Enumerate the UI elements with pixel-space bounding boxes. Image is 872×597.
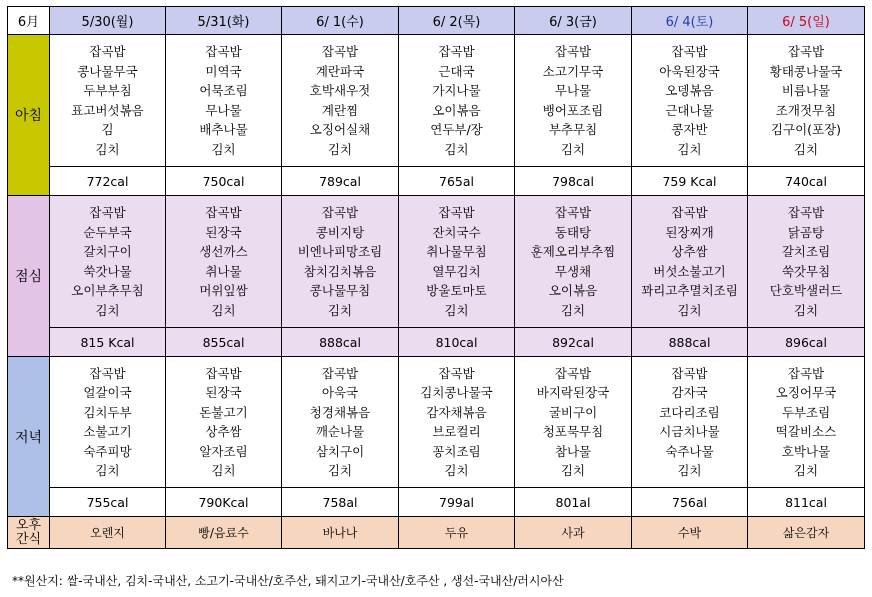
menu-item: 근대나물 [665,102,714,118]
menu-item: 참나물 [554,443,592,459]
menu-item: 조개젓무침 [775,102,837,118]
menu-item: 꽈리고추멸치조림 [641,283,738,298]
menu-item: 아욱국 [321,385,359,400]
lunch-calorie-cell: 810cal [399,328,515,357]
snack-label-line1: 오후 [15,517,42,533]
menu-item: 무나물 [554,83,592,98]
menu-item: 어묵조림 [199,83,248,98]
snack-label-line2: 간식 [15,531,42,547]
lunch-calorie-row [8,328,865,357]
lunch-menu-cell [399,196,515,328]
menu-item: 오징어실채 [309,122,371,137]
breakfast-calorie-cell: 750cal [166,167,282,196]
menu-item: 잡곡밥 [438,365,475,381]
dinner-label: 저녁 [8,357,50,517]
menu-item: 버섯소불고기 [653,263,726,279]
menu-item: 삼치구이 [315,443,365,459]
dinner-calorie-cell: 756al [632,488,748,517]
lunch-menu-cell [515,196,632,328]
menu-item: 잡곡밥 [89,44,126,59]
menu-item: 순두부국 [83,224,132,240]
menu-item: 호박새우젓 [309,83,371,98]
breakfast-menu-cell [632,35,748,167]
menu-item: 김치 [327,141,353,157]
menu-item: 가지나물 [432,83,481,98]
menu-item: 오이볶음 [548,283,598,298]
menu-item: 알자조림 [199,443,248,459]
dinner-menu-cell [632,357,748,488]
lunch-calorie-cell: 892cal [515,328,632,357]
dinner-calorie-cell: 790Kcal [166,488,282,517]
menu-item: 잡곡밥 [205,365,242,381]
menu-item: 상추쌈 [671,244,708,259]
lunch-menu-cell [282,196,399,328]
menu-item: 김치 [211,463,236,478]
menu-item: 김치두부 [83,404,132,420]
menu-item: 브로컬리 [432,424,481,439]
menu-item: 떡갈비소스 [775,424,837,439]
day-header-tue: 5/31(화) [166,7,282,35]
menu-item: 김치 [95,302,120,318]
menu-item: 김치 [327,302,353,318]
menu-item: 단호박샐러드 [769,283,843,298]
menu-item: 김치 [444,141,469,157]
menu-item: 콩나물무침 [309,283,371,298]
breakfast-calorie-cell: 772cal [50,167,166,196]
menu-item: 숙주피망 [83,443,132,459]
lunch-menu-cell [166,196,282,328]
menu-item: 김치 [95,463,120,478]
menu-item: 두부부침 [83,83,132,98]
menu-item: 김치 [793,463,819,478]
snack-label [8,517,50,549]
menu-item: 시금치나물 [659,424,720,439]
menu-item: 김치 [677,141,702,157]
snack-section [8,517,865,549]
menu-item: 표고버섯볶음 [71,102,144,118]
menu-item: 잡곡밥 [321,205,359,220]
menu-item: 비엔나피망조림 [297,244,383,259]
menu-item: 오징어무국 [775,385,837,400]
breakfast-menu-cell [50,35,166,167]
menu-item: 뱅어포조림 [542,102,604,118]
menu-item: 오이볶음 [432,102,481,118]
breakfast-calorie-cell: 798cal [515,167,632,196]
menu-item: 잡곡밥 [554,44,592,59]
menu-item: 닭곰탕 [787,224,825,240]
breakfast-section [8,35,865,196]
lunch-section [8,196,865,357]
menu-item: 된장국 [205,224,242,240]
menu-item: 잡곡밥 [787,365,825,381]
menu-item: 동태탕 [554,224,592,240]
header-row [8,7,865,35]
menu-item: 돈불고기 [199,404,248,420]
menu-item: 숙주나물 [665,443,714,459]
menu-item: 바지락된장국 [536,385,610,400]
menu-item: 김치 [677,302,702,318]
menu-item: 쑥갓나물 [83,263,132,279]
menu-item: 잡곡밥 [671,44,708,59]
menu-item: 소불고기 [83,424,132,439]
menu-item: 콩나물무국 [77,63,138,79]
snack-row [8,517,865,549]
menu-item: 김치 [444,463,469,478]
menu-item: 생선까스 [199,244,248,259]
menu-item: 된장국 [205,385,242,400]
breakfast-label: 아침 [8,35,50,196]
lunch-calorie-cell: 815 Kcal [50,328,166,357]
lunch-calorie-cell: 888cal [632,328,748,357]
menu-item: 쑥갓무침 [781,263,831,279]
menu-item: 김치 [211,141,236,157]
menu-item: 김치 [560,141,586,157]
menu-item: 잡곡밥 [787,205,825,220]
menu-item: 미역국 [205,63,242,79]
menu-item: 머위잎쌈 [199,283,248,298]
breakfast-menu-cell [399,35,515,167]
dinner-calorie-cell: 799al [399,488,515,517]
lunch-menu-cell [50,196,166,328]
menu-item: 감자국 [671,385,708,400]
menu-item: 김치콩나물국 [420,385,493,400]
menu-item: 코다리조림 [659,404,720,420]
menu-item: 잡곡밥 [554,365,592,381]
menu-item: 잡곡밥 [205,205,242,220]
menu-item: 김 [101,122,114,137]
menu-item: 김치 [560,463,586,478]
lunch-menu-row [8,196,865,328]
breakfast-calorie-cell: 759 Kcal [632,167,748,196]
menu-item: 오이부추무침 [71,283,144,298]
menu-item: 콩자반 [671,122,708,137]
menu-item: 잔치국수 [432,224,481,240]
menu-item: 잡곡밥 [89,365,126,381]
menu-item: 깨순나물 [315,424,365,439]
day-header-wed: 6/ 1(수) [282,7,399,35]
menu-item: 취나물 [205,263,242,279]
lunch-menu-cell [632,196,748,328]
dinner-calorie-cell: 758al [282,488,399,517]
dinner-section [8,357,865,517]
dinner-menu-cell [50,357,166,488]
weekly-meal-table [7,6,865,549]
lunch-menu-cell [748,196,865,328]
dinner-menu-cell [515,357,632,488]
menu-item: 된장찌개 [665,224,714,240]
day-header-mon: 5/30(월) [50,7,166,35]
menu-item: 갈치구이 [83,244,132,259]
breakfast-menu-cell [748,35,865,167]
menu-item: 잡곡밥 [671,365,708,381]
dinner-calorie-cell: 755cal [50,488,166,517]
menu-item: 김치 [211,302,236,318]
origin-note: **원산지: 쌀-국내산, 김치-국내산, 소고기-국내산/호주산, 돼지고기-국내산/호주산 , 생선-국내산/러시아산 [12,574,564,588]
lunch-calorie-cell: 896cal [748,328,865,357]
menu-item: 꽁치조림 [432,443,481,459]
menu-item: 청포묵무침 [542,424,604,439]
menu-item: 배추나물 [199,122,248,137]
menu-item: 잡곡밥 [321,365,359,381]
dinner-calorie-cell: 811cal [748,488,865,517]
snack-cell: 사과 [515,517,632,549]
menu-item: 비름나물 [781,83,831,98]
menu-item: 김치 [793,141,819,157]
breakfast-menu-cell [515,35,632,167]
menu-item: 김치 [560,302,586,318]
menu-item: 부추무침 [548,122,598,137]
day-header-sat: 6/ 4(토) [632,7,748,35]
menu-item: 잡곡밥 [321,44,359,59]
lunch-label: 점심 [8,196,50,357]
menu-item: 김치 [444,302,469,318]
menu-item: 김구이(포장) [770,122,842,137]
menu-item: 콩비지탕 [315,224,365,240]
menu-item: 잡곡밥 [205,44,242,59]
menu-item: 잡곡밥 [438,205,475,220]
breakfast-calorie-cell: 765al [399,167,515,196]
breakfast-menu-cell [166,35,282,167]
dinner-calorie-row [8,488,865,517]
menu-item: 두부조림 [781,404,831,420]
menu-item: 계란파국 [315,63,365,79]
menu-item: 감자채볶음 [426,404,487,420]
menu-item: 취나물무침 [426,244,487,259]
menu-item: 김치 [677,463,702,478]
day-header-fri: 6/ 3(금) [515,7,632,35]
menu-item: 잡곡밥 [438,44,475,59]
menu-item: 굴비구이 [548,404,598,420]
menu-item: 계란찜 [321,102,359,118]
snack-cell: 오렌지 [50,517,166,549]
snack-cell: 삶은감자 [748,517,865,549]
menu-item: 김치 [327,463,353,478]
breakfast-calorie-cell: 789cal [282,167,399,196]
menu-item: 청경채볶음 [309,404,371,420]
breakfast-menu-cell [282,35,399,167]
menu-item: 잡곡밥 [671,205,708,220]
menu-item: 잡곡밥 [89,205,126,220]
menu-item: 연두부/장 [430,122,483,137]
lunch-calorie-cell: 888cal [282,328,399,357]
menu-item: 아욱된장국 [659,63,720,79]
dinner-menu-row [8,357,865,488]
menu-item: 훈제오리부추찜 [530,244,616,259]
dinner-menu-cell [166,357,282,488]
dinner-menu-cell [748,357,865,488]
menu-item: 황태콩나물국 [769,63,843,79]
menu-item: 얼갈이국 [83,385,132,400]
snack-cell: 수박 [632,517,748,549]
menu-item: 김치 [793,302,819,318]
menu-item: 잡곡밥 [554,205,592,220]
menu-item: 잡곡밥 [787,44,825,59]
day-header-sun: 6/ 5(일) [748,7,865,35]
menu-item: 무생채 [554,263,592,279]
breakfast-calorie-row [8,167,865,196]
menu-item: 무나물 [205,102,242,118]
menu-item: 열무김치 [432,263,481,279]
menu-item: 오뎅볶음 [665,83,714,98]
snack-cell: 빵/음료수 [166,517,282,549]
breakfast-calorie-cell: 740cal [748,167,865,196]
menu-item: 소고기무국 [542,63,604,79]
month-label: 6月 [8,7,50,35]
menu-item: 방울토마토 [426,283,487,298]
dinner-calorie-cell: 801al [515,488,632,517]
snack-cell: 바나나 [282,517,399,549]
menu-item: 호박나물 [781,443,831,459]
menu-item: 참치김치볶음 [303,263,377,279]
dinner-menu-cell [399,357,515,488]
lunch-calorie-cell: 855cal [166,328,282,357]
menu-item: 갈치조림 [781,244,831,259]
day-header-thu: 6/ 2(목) [399,7,515,35]
breakfast-menu-row [8,35,865,167]
snack-cell: 두유 [399,517,515,549]
menu-item: 근대국 [438,63,475,79]
dinner-menu-cell [282,357,399,488]
menu-item: 상추쌈 [205,424,242,439]
menu-item: 김치 [95,141,120,157]
